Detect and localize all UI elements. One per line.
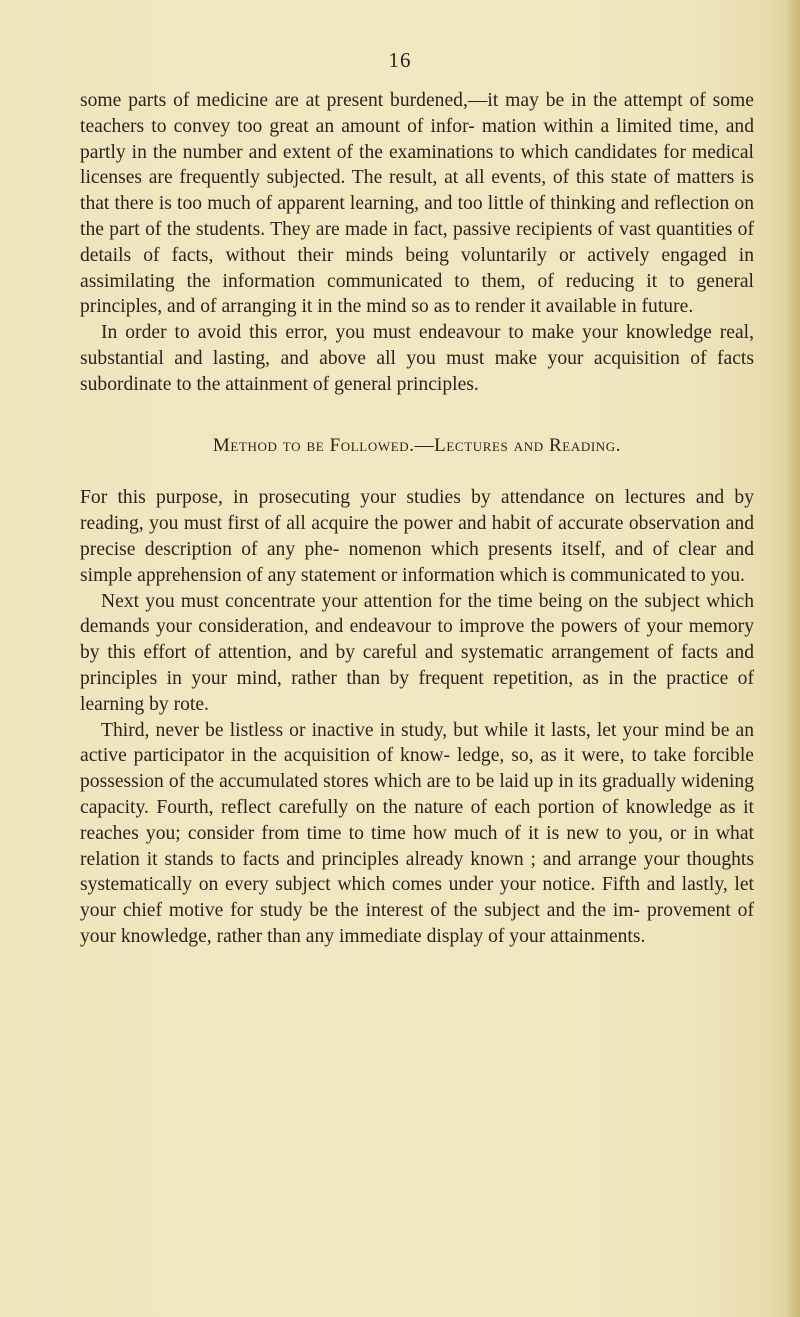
paragraph-active-study: Third, never be listless or inactive in study, but while it lasts, let your mind be an active participator in the acquisition of know- ledge, so, as it were, to take forcible possession of the accumulated stores which are to be laid up in its gradually widening capacity. Fourth, reflect carefully on the nature of each portion of knowledge as it reaches you; consider from time to time how much of it is new to you, or in what relation it stands to facts and principles already known ; and arrange your thoughts systematically on every subject which comes under your notice. Fifth and lastly, let your chief motive for study be the interest of the subject and the im- provement of your knowledge, rather than any immediate display of your attainments. (80, 719, 754, 947)
section-heading: Method to be Followed.—Lectures and Reading. (212, 434, 622, 456)
paragraph-concentrate: Next you must concentrate your attention for the time being on the subject which demands your consideration, and endeavour to improve the powers of your memory by this effort of attention, and by careful and systematic arrangement of facts and principles in your mind, rather than by frequent repetition, as in the practice of learning by rote. (80, 590, 754, 715)
paragraph-purpose: For this purpose, in prosecuting your studies by attendance on lectures and by reading, you must first of all acquire the power and habit of accurate observation and precise description of any phe- nomenon which presents itself, and of clear and simple apprehension of any statement or information which is communicated to you. (80, 487, 754, 586)
page-edge-shadow (786, 0, 800, 1317)
page-number: 16 (388, 48, 412, 72)
paragraph-continuation: some parts of medicine are at present burdened,—it may be in the attempt of some teachers to convey too great an amount of infor- mation within a limited time, and partly in the number and extent of the examinations to which candidates for medical licenses are frequently subjected. The result, at all events, of this state of matters is that there is too much of apparent learning, and too little of thinking and reflection on the part of the students. They are made in fact, passive recipients of vast quantities of details of facts, without their minds being voluntarily or actively engaged in assimilating the information communicated to them, of reducing it to general principles, and of arranging it in the mind so as to render it available in future. (80, 90, 754, 318)
paragraph-avoid-error: In order to avoid this error, you must endeavour to make your knowledge real, substantial and lasting, and above all you must make your acquisition of facts subordinate to the attainment of general principles. (80, 322, 754, 395)
body-text (80, 88, 754, 950)
